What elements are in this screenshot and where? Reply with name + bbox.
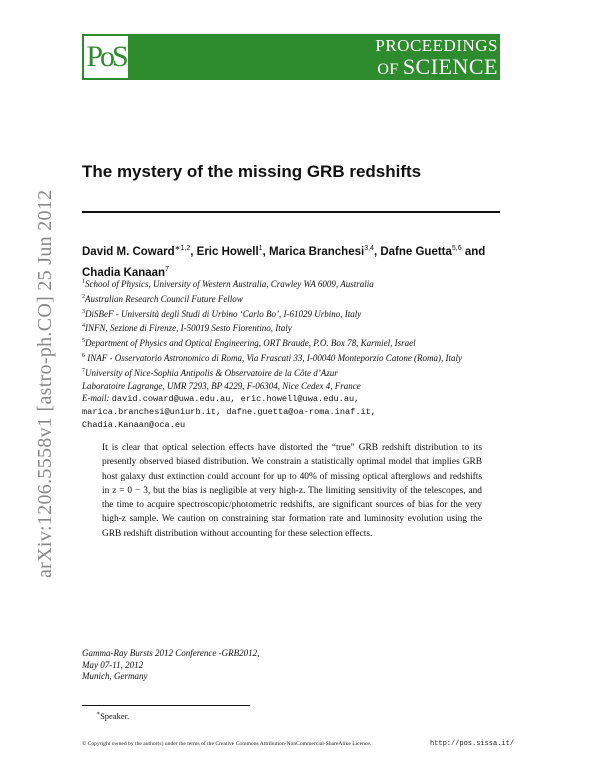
author-affil-mark: 1 [258, 245, 263, 252]
affiliation-continued: Laboratoire Lagrange, UMR 7293, BP 4229, F-06304, Nice Cedex 4, France [82, 380, 361, 391]
email-link[interactable]: david.coward@uwa.edu.au, eric.howell@uwa.edu.au, [111, 394, 360, 405]
conference-dates: May 07-11, 2012 [82, 659, 144, 670]
email-line [82, 392, 502, 406]
conference-name: Gamma-Ray Bursts 2012 Conference -GRB2012, [82, 648, 260, 658]
banner-of: OF [377, 61, 399, 78]
affiliation: $^1$School of Physics, University of Western Australia, Crawley WA 6009, Australia [82, 279, 374, 289]
affiliation: $^2$Australian Research Council Future Fellow [82, 293, 243, 304]
affiliations [82, 276, 502, 432]
banner-science: SCIENCE [402, 54, 498, 79]
conference-location: Munich, Germany [82, 671, 148, 681]
email-link[interactable]: marica.branchesi@uniurb.it, dafne.guetta@oa-roma.inaf.it, [82, 407, 376, 418]
banner-of-science [377, 55, 498, 82]
author-list: David M. Coward$^{∗1,2}$, Eric Howell$^1$, Marica Branchesi$^{3,4}$, Dafne Guetta$^{5,6}$ and Chadia Kanaan$^7$ [82, 245, 486, 279]
author-affil-mark: 7 [165, 265, 169, 273]
title-rule [82, 211, 500, 213]
affiliation: $^4$INFN, Sezione di Firenze, I-50019 Sesto Fiorentino, Italy [82, 323, 292, 334]
email-link[interactable]: Chadia.Kanaan@oca.eu [82, 419, 186, 430]
pos-logo: PoS [86, 40, 126, 73]
affiliation: $^3$DiSBeF - Università degli Studi di Urbino ‘Carlo Bo’, I-61029 Urbino, Italy [82, 308, 362, 319]
affiliation: $^7$University of Nice-Sophia Antipolis & Observatoire de la Côte d’Azur [82, 367, 338, 378]
arxiv-stamp: arXiv:1206.5558v1 [astro-ph.CO] 25 Jun 2012 [34, 189, 56, 578]
banner-proceedings: PROCEEDINGS [375, 36, 498, 55]
author-affil-mark: 5,6 [451, 245, 462, 252]
author-affil-mark: ∗1,2 [174, 245, 191, 252]
footnote-text: Speaker. [100, 710, 130, 721]
footnote-rule [82, 705, 250, 706]
author-name: Eric Howell [196, 245, 259, 258]
footnote-mark: ∗ [96, 711, 101, 717]
author-name: Dafne Guetta [380, 245, 452, 258]
footnote [96, 710, 129, 721]
author-name: Marica Branchesi [268, 245, 365, 258]
affiliation: $^6$ INAF - Osservatorio Astronomico di Roma, Via Frascati 33, I-00040 Monteporzio Catone (Roma), Italy [82, 352, 463, 363]
author-name: David M. Coward [82, 245, 175, 258]
pos-url-link[interactable]: http://pos.sissa.it/ [430, 740, 515, 748]
email-label: E-mail: [82, 393, 110, 404]
conference-info [82, 648, 259, 683]
author-name: Chadia Kanaan [82, 266, 166, 279]
copyright-notice: © Copyright owned by the author(s) under the terms of the Creative Commons Attribution-NonCommercial-ShareAlike Licence. [82, 741, 372, 747]
abstract: It is clear that optical selection effects have distorted the “true” GRB redshift distribution to its presently observed biased distribution. We constrain a statistically optimal model that implies GRB host galaxy dust extinction could account for up to 40% of missing optical afterglows and redshifts in z = 0 − 3, but the bias is negligible at very high-z. The limiting sensitivity of the telescopes, and the time to acquire spectroscopic/photometric redshifts, are significant sources of bias for the very high-z sample. We caution on constraining star formation rate and luminosity evolution using the GRB redshift distribution without accounting for these selection effects. [102, 443, 482, 539]
author-affil-mark: 3,4 [364, 245, 374, 252]
author-and: and [464, 245, 486, 258]
paper-title: The mystery of the missing GRB redshifts [82, 162, 422, 181]
affiliation: $^5$Department of Physics and Optical Engineering, ORT Braude, P.O. Box 78, Karmiel, Israel [82, 338, 416, 349]
